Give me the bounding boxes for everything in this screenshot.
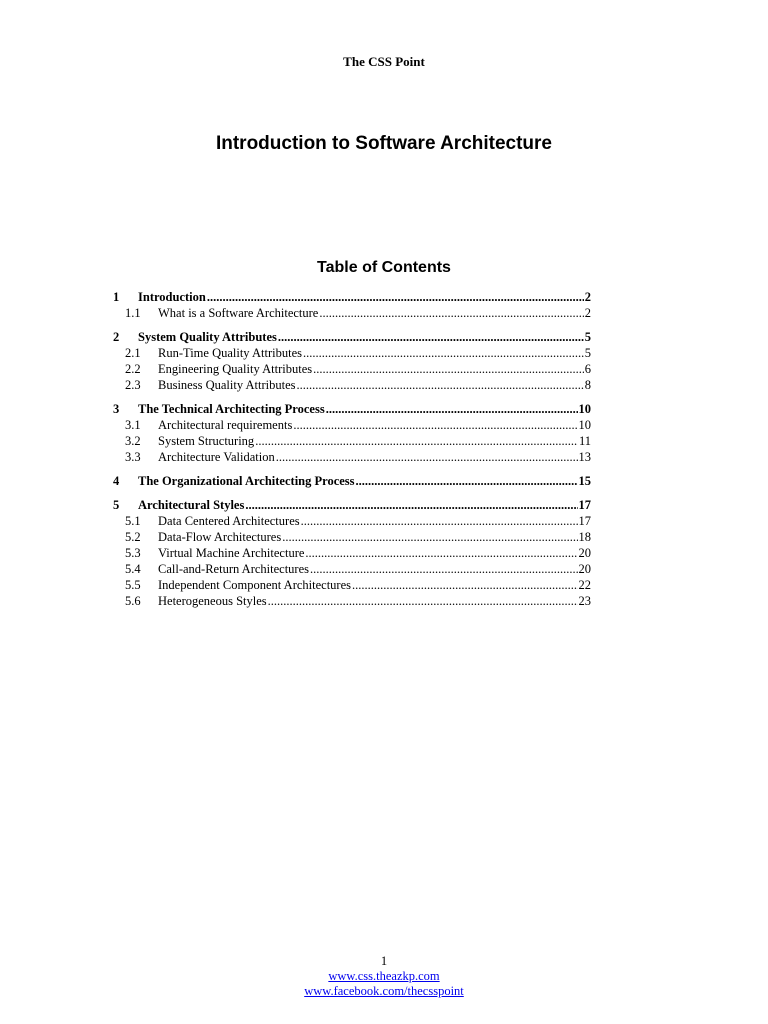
table-of-contents	[113, 289, 591, 609]
toc-entry-title: Data-Flow Architectures	[158, 530, 282, 544]
toc-entry-number: 2.2	[125, 362, 141, 376]
page-number: 1	[380, 954, 388, 968]
toc-entry-page: 8	[584, 378, 591, 392]
toc-entry-page: 23	[578, 594, 591, 608]
toc-dot-leader	[293, 417, 577, 433]
toc-entry-number: 5.5	[125, 578, 141, 592]
page-header: The CSS Point	[343, 54, 425, 69]
toc-entry-title: Architectural requirements	[158, 418, 293, 432]
toc-entry-title: Virtual Machine Architecture	[158, 546, 305, 560]
toc-dot-leader	[326, 401, 578, 417]
toc-entry-page: 10	[578, 418, 591, 432]
toc-dot-leader	[301, 513, 578, 529]
toc-entry-number: 5	[113, 498, 120, 512]
toc-entry-number: 3.2	[125, 434, 141, 448]
toc-entry-number: 2.1	[125, 346, 141, 360]
toc-entry-page: 20	[578, 562, 591, 576]
toc-entry-page: 10	[578, 402, 591, 416]
toc-entry-title: Architectural Styles	[138, 498, 245, 512]
facebook-link[interactable]: www.facebook.com/thecsspoint	[304, 984, 464, 998]
toc-dot-leader	[319, 305, 583, 321]
toc-entry-title: The Technical Architecting Process	[138, 402, 325, 416]
toc-entry-2-1[interactable]	[113, 345, 591, 361]
toc-entry-3[interactable]	[113, 401, 591, 417]
toc-entry-number: 5.3	[125, 546, 141, 560]
page-footer	[0, 954, 768, 999]
toc-entry-title: Call-and-Return Architectures	[158, 562, 309, 576]
toc-entry-page: 2	[584, 290, 591, 304]
toc-entry-number: 3	[113, 402, 120, 416]
toc-entry-number: 5.1	[125, 514, 141, 528]
toc-entry-5-6[interactable]	[113, 593, 591, 609]
toc-entry-1[interactable]	[113, 289, 591, 305]
toc-dot-leader	[356, 473, 578, 489]
website-link[interactable]: www.css.theazkp.com	[328, 969, 440, 983]
toc-entry-page: 15	[578, 474, 591, 488]
toc-entry-title: What is a Software Architecture	[158, 306, 319, 320]
toc-entry-title: System Structuring	[158, 434, 255, 448]
toc-entry-4[interactable]	[113, 473, 591, 489]
toc-entry-number: 5.6	[125, 594, 141, 608]
toc-entry-title: The Organizational Architecting Process	[138, 474, 355, 488]
toc-entry-page: 18	[578, 530, 591, 544]
toc-entry-page: 22	[578, 578, 591, 592]
toc-entry-number: 4	[113, 474, 120, 488]
toc-entry-title: Data Centered Architectures	[158, 514, 300, 528]
toc-dot-leader	[276, 449, 578, 465]
toc-dot-leader	[268, 593, 578, 609]
toc-entry-1-1[interactable]	[113, 305, 591, 321]
toc-dot-leader	[310, 561, 578, 577]
toc-entry-number: 3.3	[125, 450, 141, 464]
toc-entry-number: 3.1	[125, 418, 141, 432]
toc-entry-page: 20	[578, 546, 591, 560]
toc-dot-leader	[352, 577, 578, 593]
toc-entry-5-5[interactable]	[113, 577, 591, 593]
toc-entry-5-4[interactable]	[113, 561, 591, 577]
toc-entry-number: 5.4	[125, 562, 141, 576]
toc-dot-leader	[303, 345, 584, 361]
toc-entry-2[interactable]	[113, 329, 591, 345]
toc-dot-leader	[207, 289, 584, 305]
toc-entry-5-1[interactable]	[113, 513, 591, 529]
toc-entry-number: 1.1	[125, 306, 141, 320]
toc-dot-leader	[297, 377, 584, 393]
toc-entry-title: System Quality Attributes	[138, 330, 277, 344]
toc-entry-5[interactable]	[113, 497, 591, 513]
toc-entry-page: 5	[584, 330, 591, 344]
toc-dot-leader	[282, 529, 577, 545]
toc-entry-2-2[interactable]	[113, 361, 591, 377]
toc-dot-leader	[255, 433, 578, 449]
toc-entry-3-2[interactable]	[113, 433, 591, 449]
toc-entry-title: Business Quality Attributes	[158, 378, 296, 392]
toc-dot-leader	[313, 361, 584, 377]
toc-entry-page: 2	[584, 306, 591, 320]
toc-entry-title: Independent Component Architectures	[158, 578, 351, 592]
toc-entry-page: 11	[578, 434, 591, 448]
toc-entry-5-3[interactable]	[113, 545, 591, 561]
toc-entry-number: 1	[113, 290, 120, 304]
toc-entry-page: 17	[578, 498, 591, 512]
toc-entry-number: 5.2	[125, 530, 141, 544]
toc-heading: Table of Contents	[317, 259, 451, 276]
toc-entry-title: Run-Time Quality Attributes	[158, 346, 302, 360]
toc-entry-3-3[interactable]	[113, 449, 591, 465]
toc-entry-title: Heterogeneous Styles	[158, 594, 267, 608]
toc-entry-2-3[interactable]	[113, 377, 591, 393]
toc-entry-5-2[interactable]	[113, 529, 591, 545]
toc-dot-leader	[245, 497, 577, 513]
toc-entry-page: 6	[584, 362, 591, 376]
toc-entry-page: 17	[578, 514, 591, 528]
toc-entry-page: 5	[584, 346, 591, 360]
toc-dot-leader	[305, 545, 577, 561]
toc-entry-number: 2.3	[125, 378, 141, 392]
document-title: Introduction to Software Architecture	[215, 133, 553, 154]
toc-entry-title: Architecture Validation	[158, 450, 275, 464]
toc-entry-title: Engineering Quality Attributes	[158, 362, 313, 376]
toc-entry-page: 13	[578, 450, 591, 464]
toc-dot-leader	[278, 329, 584, 345]
toc-entry-number: 2	[113, 330, 120, 344]
toc-entry-title: Introduction	[138, 290, 206, 304]
toc-entry-3-1[interactable]	[113, 417, 591, 433]
